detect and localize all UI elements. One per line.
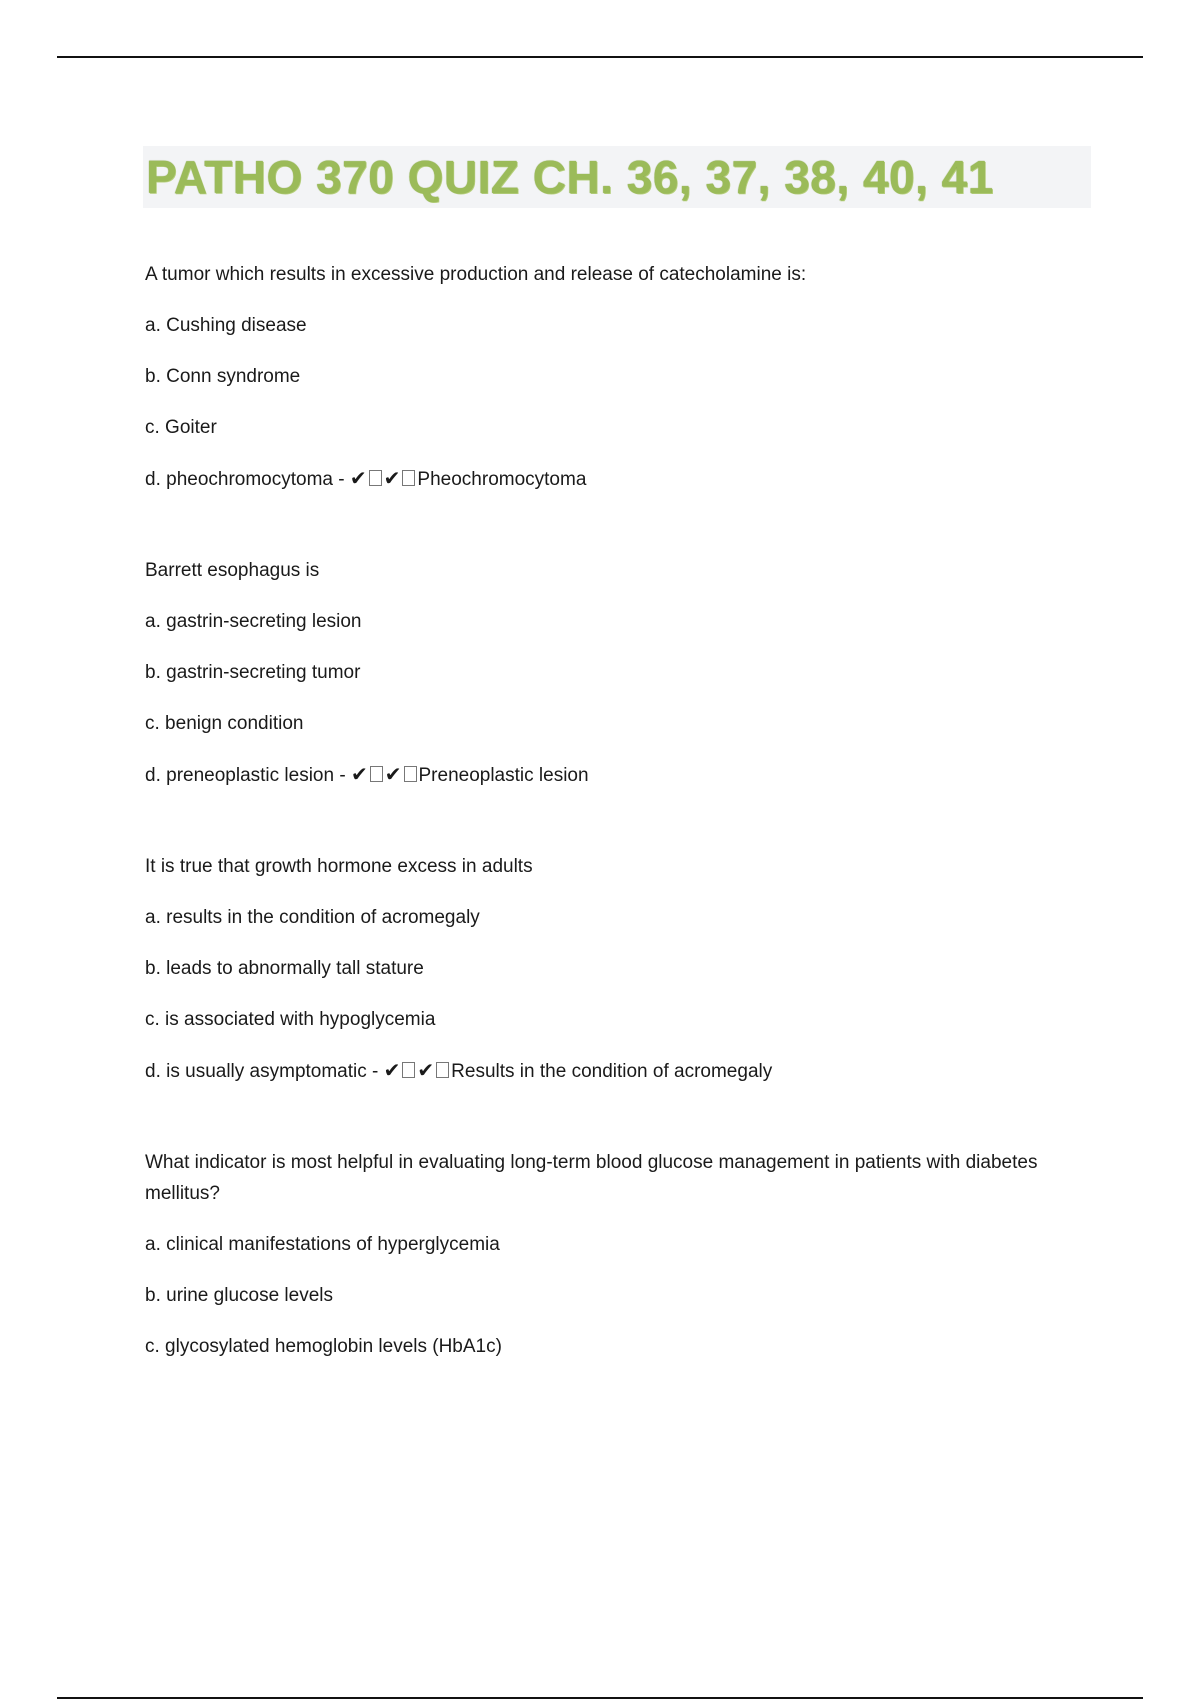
question-text: A tumor which results in excessive production and release of catecholamine is:	[145, 264, 807, 285]
bottom-rule	[57, 1697, 1143, 1699]
answer-text: Preneoplastic lesion	[418, 765, 589, 786]
checkmark-icon: ✔	[350, 762, 368, 786]
empty-box-icon	[370, 766, 383, 782]
question-block	[145, 555, 1065, 791]
option-d-with-answer	[145, 759, 1065, 791]
answer-text: Results in the condition of acromegaly	[451, 1061, 773, 1082]
option-d: d. pheochromocytoma	[145, 469, 333, 490]
answer-separator: -	[334, 765, 351, 786]
option-c: c. benign condition	[145, 713, 304, 734]
option-a: a. clinical manifestations of hyperglycemia	[145, 1234, 500, 1255]
option-d-with-answer	[145, 463, 1065, 495]
empty-box-icon	[436, 1062, 449, 1078]
empty-box-icon	[402, 1062, 415, 1078]
option-b: b. gastrin-secreting tumor	[145, 662, 361, 683]
option-b: b. leads to abnormally tall stature	[145, 958, 424, 979]
question-text: Barrett esophagus is	[145, 560, 320, 581]
checkmark-icon: ✔	[383, 466, 401, 490]
option-b: b. urine glucose levels	[145, 1285, 333, 1306]
answer-separator: -	[333, 469, 350, 490]
option-a: a. results in the condition of acromegaly	[145, 907, 480, 928]
option-a: a. Cushing disease	[145, 315, 307, 336]
question-block	[145, 259, 1065, 495]
option-b: b. Conn syndrome	[145, 366, 301, 387]
option-d: d. is usually asymptomatic	[145, 1061, 367, 1082]
empty-box-icon	[404, 766, 417, 782]
quiz-content	[145, 259, 1065, 1362]
checkmark-icon: ✔	[417, 1058, 435, 1082]
top-rule	[57, 56, 1143, 58]
option-c: c. Goiter	[145, 417, 217, 438]
option-d-with-answer	[145, 1055, 1065, 1087]
question-block	[145, 1147, 1065, 1362]
answer-separator: -	[366, 1061, 384, 1082]
option-c: c. glycosylated hemoglobin levels (HbA1c)	[145, 1336, 502, 1357]
question-text: What indicator is most helpful in evaluating long-term blood glucose management in patients with diabetes mellitus?	[145, 1152, 1038, 1204]
option-a: a. gastrin-secreting lesion	[145, 611, 362, 632]
question-block	[145, 851, 1065, 1087]
checkmark-icon: ✔	[349, 466, 367, 490]
document-title: PATHO 370 QUIZ CH. 36, 37, 38, 40, 41	[146, 151, 994, 203]
answer-text: Pheochromocytoma	[417, 469, 587, 490]
question-text: It is true that growth hormone excess in adults	[145, 856, 533, 877]
empty-box-icon	[369, 470, 382, 486]
checkmark-icon: ✔	[384, 762, 402, 786]
empty-box-icon	[402, 470, 415, 486]
checkmark-icon: ✔	[383, 1058, 401, 1082]
option-c: c. is associated with hypoglycemia	[145, 1009, 436, 1030]
option-d: d. preneoplastic lesion	[145, 765, 335, 786]
